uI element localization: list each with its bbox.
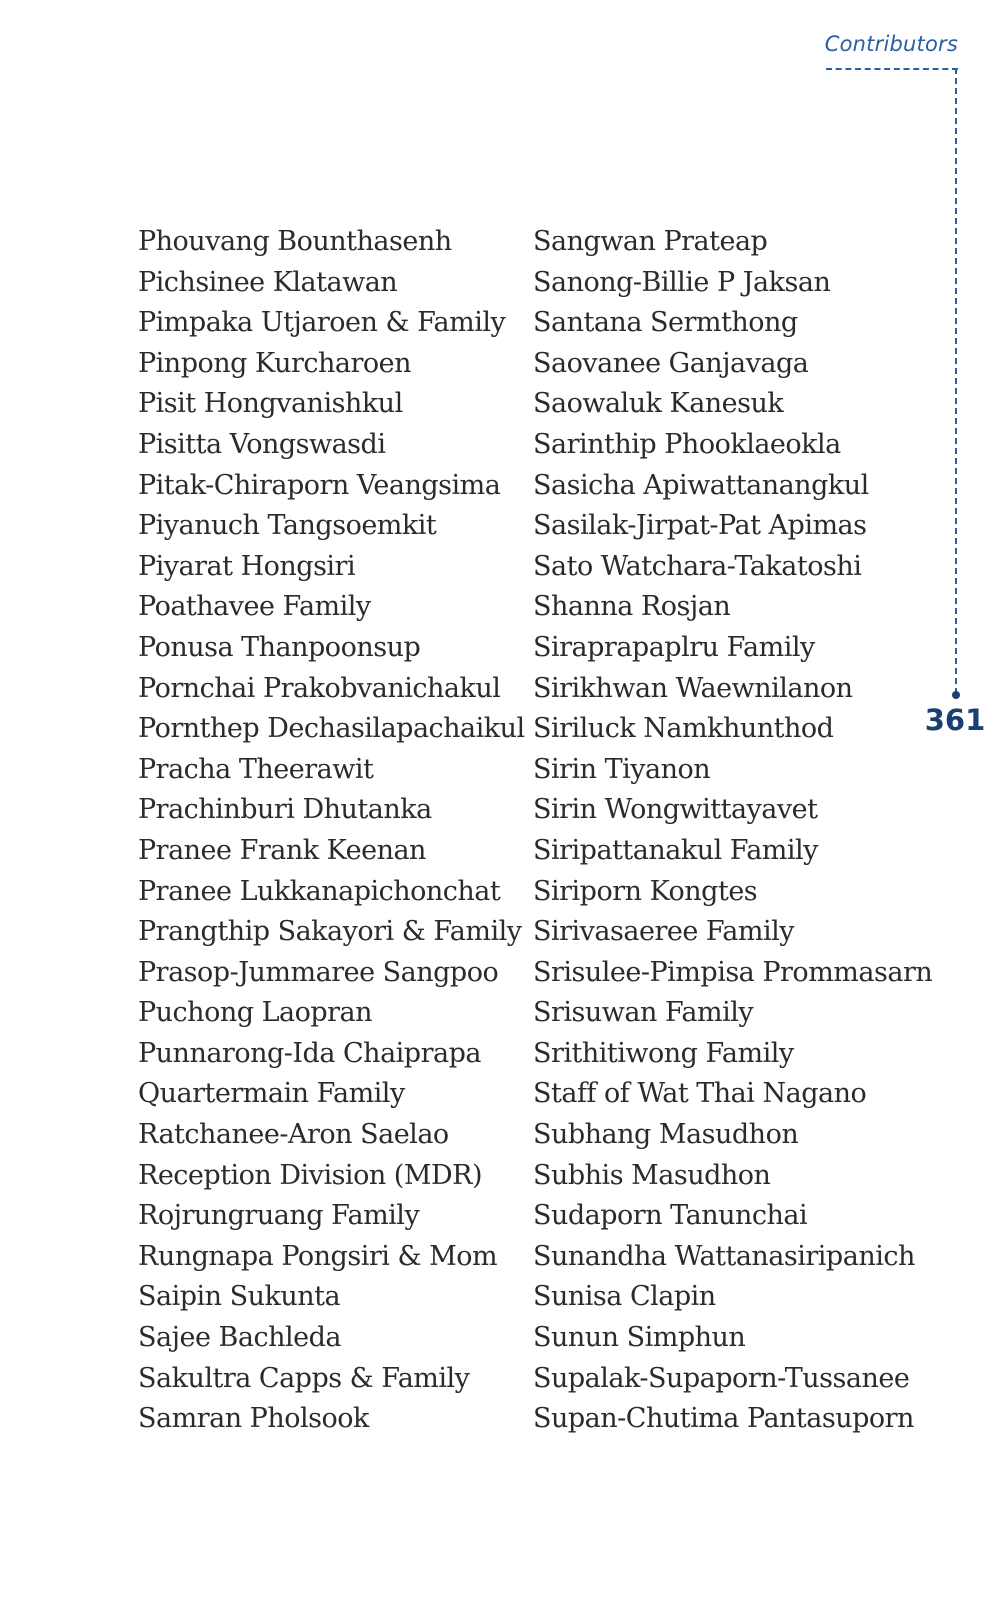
- contributor-name: Pisitta Vongswasdi: [138, 428, 386, 460]
- contributor-name: Pichsinee Klatawan: [138, 266, 398, 298]
- contributor-name: Pitak-Chiraporn Veangsima: [138, 469, 501, 501]
- contributor-name: Sirin Tiyanon: [533, 753, 711, 785]
- contributor-name: Saovanee Ganjavaga: [533, 347, 809, 379]
- header-dashed-rule: [826, 68, 958, 70]
- contributor-name: Samran Pholsook: [138, 1403, 369, 1435]
- contributor-name: Sanong-Billie P Jaksan: [533, 266, 831, 298]
- contributor-name: Shanna Rosjan: [533, 591, 731, 623]
- contributor-name: Sudaporn Tanunchai: [533, 1200, 808, 1232]
- contributor-name: Ratchanee-Aron Saelao: [138, 1119, 449, 1151]
- contributor-name: Siraprapaplru Family: [533, 631, 815, 663]
- contributor-name: Pornchai Prakobvanichakul: [138, 672, 501, 704]
- contributor-name: Subhang Masudhon: [533, 1119, 799, 1151]
- contributor-name: Pimpaka Utjaroen & Family: [138, 307, 506, 339]
- contributor-name: Pinpong Kurcharoen: [138, 347, 411, 379]
- contributor-name: Staff of Wat Thai Nagano: [533, 1078, 867, 1110]
- contributor-name: Srisulee-Pimpisa Prommasarn: [533, 956, 933, 988]
- contributor-name: Saowaluk Kanesuk: [533, 388, 784, 420]
- contributor-name: Sato Watchara-Takatoshi: [533, 550, 862, 582]
- contributor-name: Siriluck Namkhunthod: [533, 713, 834, 745]
- contributor-name: Sirin Wongwittayavet: [533, 794, 818, 826]
- contributor-name: Supalak-Supaporn-Tussanee: [533, 1362, 910, 1394]
- contributor-name: Pranee Lukkanapichonchat: [138, 875, 501, 907]
- contributor-name: Poathavee Family: [138, 591, 371, 623]
- contributor-name: Supan-Chutima Pantasuporn: [533, 1403, 914, 1435]
- contributor-name: Piyanuch Tangsoemkit: [138, 510, 437, 542]
- contributor-name: Piyarat Hongsiri: [138, 550, 356, 582]
- contributor-name: Pisit Hongvanishkul: [138, 388, 403, 420]
- contributor-name: Srithitiwong Family: [533, 1037, 794, 1069]
- contributor-name: Sunisa Clapin: [533, 1281, 716, 1313]
- contributor-name: Puchong Laopran: [138, 997, 373, 1029]
- margin-dashed-line: [955, 68, 957, 694]
- contributor-name: Phouvang Bounthasenh: [138, 226, 452, 257]
- contributor-name: Prasop-Jummaree Sangpoo: [138, 956, 499, 988]
- contributor-name: Santana Sermthong: [533, 307, 798, 339]
- page-marker-dot: [952, 691, 960, 699]
- contributor-name: Srisuwan Family: [533, 997, 754, 1029]
- contributor-list-right: [533, 222, 932, 1440]
- contributor-name: Subhis Masudhon: [533, 1159, 771, 1191]
- contributor-name: Sunun Simphun: [533, 1322, 746, 1354]
- contributor-name: Siriporn Kongtes: [533, 875, 758, 907]
- contributor-name: Pracha Theerawit: [138, 753, 374, 785]
- contributor-name: Prangthip Sakayori & Family: [138, 916, 522, 948]
- contributor-name: Ponusa Thanpoonsup: [138, 631, 421, 663]
- contributor-list-left: [138, 222, 525, 1440]
- contributor-name: Sirikhwan Waewnilanon: [533, 672, 853, 704]
- page-number: 361: [924, 703, 986, 737]
- contributor-name: Reception Division (MDR): [138, 1159, 482, 1191]
- contributor-name: Pornthep Dechasilapachaikul: [138, 713, 525, 745]
- contributor-name: Sasilak-Jirpat-Pat Apimas: [533, 510, 867, 542]
- contributor-name: Sunandha Wattanasiripanich: [533, 1240, 915, 1272]
- contributor-name: Quartermain Family: [138, 1078, 405, 1110]
- running-header-title: Contributors: [824, 32, 958, 56]
- contributor-name: Prachinburi Dhutanka: [138, 794, 432, 826]
- contributor-name: Siripattanakul Family: [533, 834, 818, 866]
- contributor-name: Sarinthip Phooklaeokla: [533, 428, 841, 460]
- contributor-name: Punnarong-Ida Chaiprapa: [138, 1037, 481, 1069]
- contributor-name: Sakultra Capps & Family: [138, 1362, 470, 1394]
- contributor-name: Pranee Frank Keenan: [138, 834, 426, 866]
- contributor-name: Sasicha Apiwattanangkul: [533, 469, 869, 501]
- contributor-name: Sajee Bachleda: [138, 1322, 341, 1354]
- contributor-name: Sirivasaeree Family: [533, 916, 795, 948]
- contributor-name: Sangwan Prateap: [533, 226, 768, 257]
- contributor-name: Rojrungruang Family: [138, 1200, 420, 1232]
- contributor-name: Rungnapa Pongsiri & Mom: [138, 1240, 498, 1272]
- contributor-name: Saipin Sukunta: [138, 1281, 341, 1313]
